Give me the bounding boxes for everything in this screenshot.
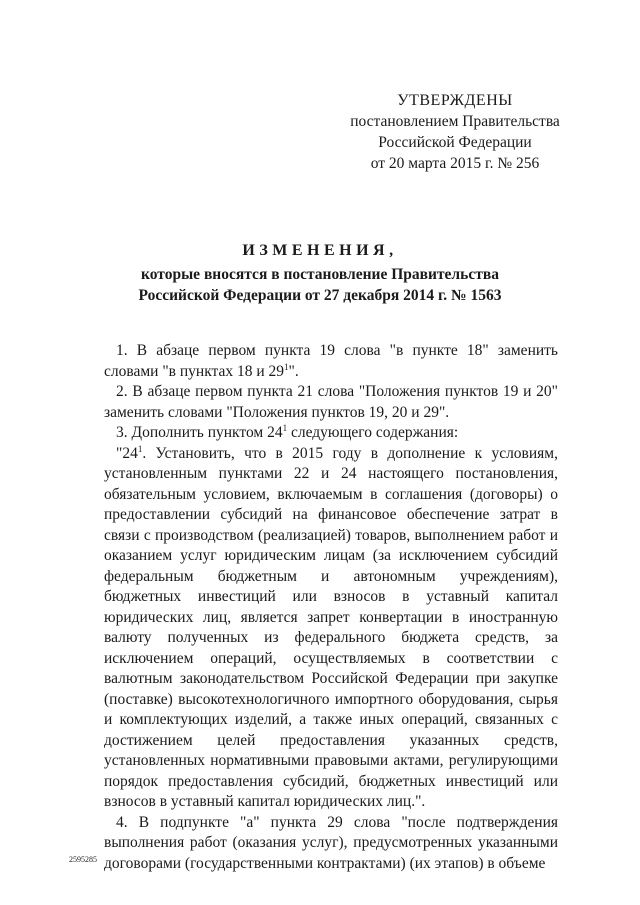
approval-title: УТВЕРЖДЕНЫ — [397, 92, 513, 109]
superscript: 1 — [282, 422, 288, 433]
paragraph-text: 1. В абзаце первом пункта 19 слова "в пункте 18" заменить словами "в пунктах 18 и 29 — [104, 342, 558, 380]
document-code: 2595285 — [69, 855, 97, 864]
document-heading — [100, 240, 540, 306]
paragraph-text: следующего содержания: — [287, 424, 459, 441]
document-subtitle: которые вносятся в постановление Правительства — [141, 266, 499, 283]
paragraph-item-3 — [104, 423, 558, 444]
approval-line: постановлением Правительства — [350, 113, 560, 130]
paragraph-item-4: 4. В подпункте "а" пункта 29 слова "после подтверждения выполнения работ (оказания услуг), предусмотренных указанными договорами (государственными контрактами) (их этапов) в объеме — [104, 813, 558, 872]
superscript: 1 — [284, 361, 289, 372]
paragraph-item-2: 2. В абзаце первом пункта 21 слова "Положения пунктов 19 и 20" заменить словами "Положения пунктов 19, 20 и 29". — [104, 383, 558, 421]
paragraph-text: ". — [288, 362, 299, 380]
paragraph-text: "24 — [116, 444, 138, 462]
document-body — [104, 341, 558, 874]
document-title: ИЗМЕНЕНИЯ, — [242, 242, 398, 259]
paragraph-quote — [104, 444, 558, 813]
paragraph-text: 3. Дополнить пунктом 24 — [116, 424, 283, 441]
approval-date: от 20 марта 2015 г. № 256 — [370, 155, 540, 172]
approval-block — [340, 90, 570, 174]
paragraph-item-1 — [104, 341, 558, 382]
approval-line: Российской Федерации — [378, 134, 532, 151]
superscript: 1 — [137, 443, 143, 454]
paragraph-text: . Установить, что в 2015 году в дополнение к условиям, установленным пунктами 22 и 24 настоящего постановления, обязательным условием, включаемым в соглашения (договоры) о предоставлении субсидий на финансовое обеспечение затрат в связи с производством (реализацией) товаров, выполнением работ и оказанием услуг юридическим лицам (за исключением субсидий федеральным бюджетным и автономным учреждениям), бюджетных инвестиций или взносов в уставный капитал юридических лиц, является запрет конвертации в иностранную валюту полученных из федерального бюджета средств, за исключением операций, осуществляемых в соответствии с валютным законодательством Российской Федерации при закупке (поставке) высокотехнологичного импортного оборудования, сырья и комплектующих изделий, а также иных операций, связанных с достижением целей предоставления указанных средств, установленных нормативными правовыми актами, регулирующими порядок предоставления субсидий, бюджетных инвестиций или взносов в уставный капитал юридических лиц.". — [104, 444, 558, 810]
document-subtitle: Российской Федерации от 27 декабря 2014 г. № 1563 — [138, 287, 502, 304]
